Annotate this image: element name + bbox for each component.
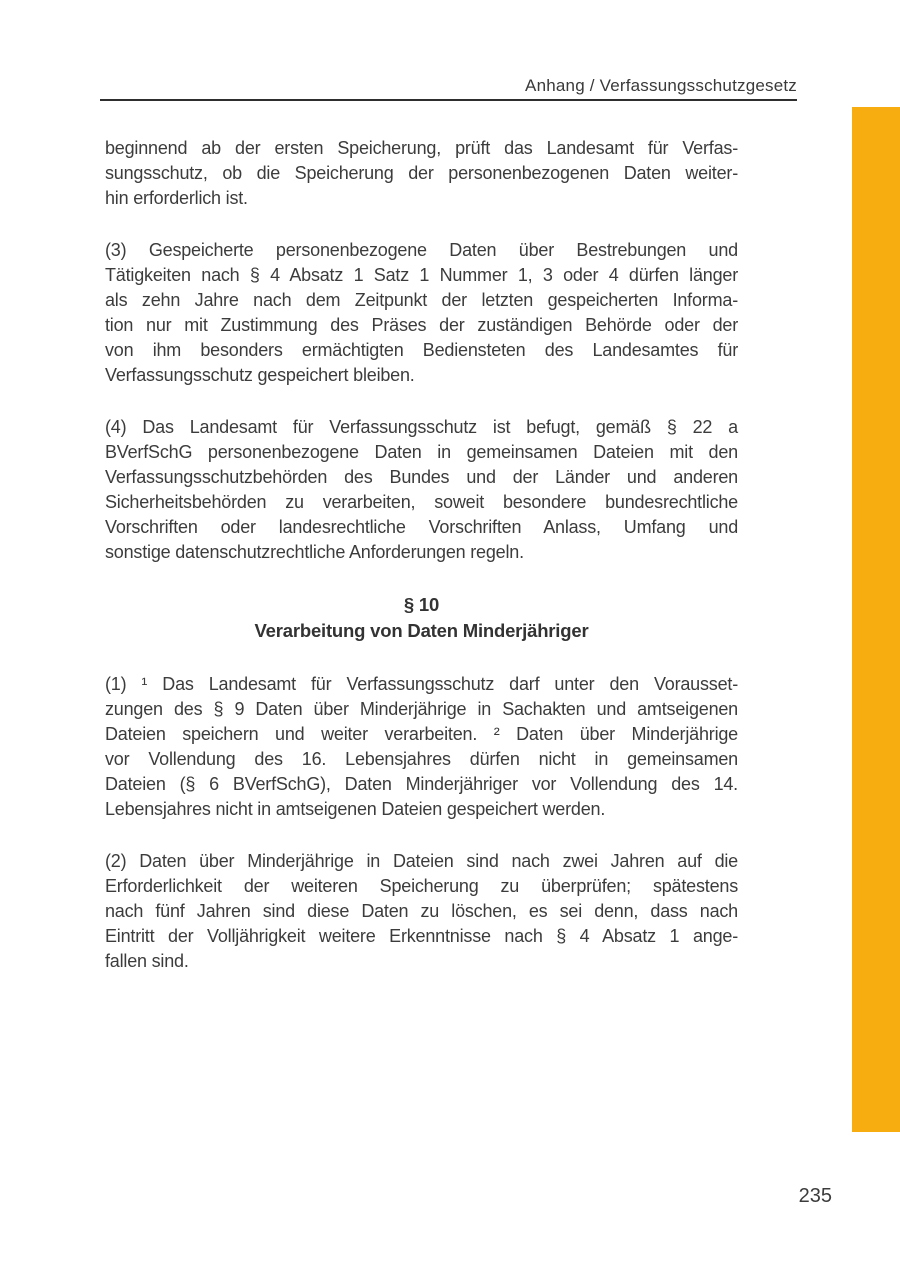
- running-header-title: Anhang / Verfassungsschutzgesetz: [525, 76, 797, 95]
- section-title: Verarbeitung von Daten Minderjähriger: [254, 620, 589, 641]
- text-line: von ihm besonders ermächtigten Bediensteten des Landesamtes für: [105, 340, 738, 360]
- text-line: als zehn Jahre nach dem Zeitpunkt der letzten gespeicherten Informa-: [105, 290, 738, 310]
- text-line: Verfassungsschutzbehörden des Bundes und der Länder und anderen: [105, 467, 738, 487]
- text-line: beginnend ab der ersten Speicherung, prüft das Landesamt für Verfas-: [105, 138, 738, 158]
- text-line: Dateien (§ 6 BVerfSchG), Daten Minderjähriger vor Vollendung des 14.: [105, 774, 738, 794]
- text-line: sonstige datenschutzrechtliche Anforderungen regeln.: [105, 542, 524, 562]
- text-line: nach fünf Jahren sind diese Daten zu löschen, es sei denn, dass nach: [105, 901, 738, 921]
- text-line: Dateien speichern und weiter verarbeiten. ² Daten über Minderjährige: [105, 724, 738, 744]
- text-line: (2) Daten über Minderjährige in Dateien sind nach zwei Jahren auf die: [105, 851, 738, 871]
- paragraph: [105, 136, 738, 211]
- text-line: BVerfSchG personenbezogene Daten in gemeinsamen Dateien mit den: [105, 442, 738, 462]
- text-line: sungsschutz, ob die Speicherung der personenbezogenen Daten weiter-: [105, 163, 738, 183]
- text-line: zungen des § 9 Daten über Minderjährige in Sachakten und amtseigenen: [105, 699, 738, 719]
- paragraph: [105, 849, 738, 974]
- paragraph-group-bottom: [105, 672, 738, 974]
- text-line: Tätigkeiten nach § 4 Absatz 1 Satz 1 Nummer 1, 3 oder 4 dürfen länger: [105, 265, 738, 285]
- section-number: § 10: [403, 594, 440, 615]
- text-line: Vorschriften oder landesrechtliche Vorschriften Anlass, Umfang und: [105, 517, 738, 537]
- text-line: (4) Das Landesamt für Verfassungsschutz ist befugt, gemäß § 22 a: [105, 417, 738, 437]
- paragraph: [105, 415, 738, 565]
- paragraph: [105, 238, 738, 388]
- paragraph: [105, 672, 738, 822]
- text-line: Lebensjahres nicht in amtseigenen Dateien gespeichert werden.: [105, 799, 606, 819]
- accent-bar: [852, 107, 900, 1132]
- text-line: fallen sind.: [105, 951, 189, 971]
- text-line: hin erforderlich ist.: [105, 188, 248, 208]
- header-divider: [100, 99, 797, 101]
- text-line: vor Vollendung des 16. Lebensjahres dürfen nicht in gemeinsamen: [105, 749, 738, 769]
- page-number: 235: [798, 1185, 832, 1207]
- text-line: (1) ¹ Das Landesamt für Verfassungsschutz darf unter den Vorausset-: [105, 674, 738, 694]
- text-line: (3) Gespeicherte personenbezogene Daten über Bestrebungen und: [105, 240, 738, 260]
- text-line: Eintritt der Volljährigkeit weitere Erkenntnisse nach § 4 Absatz 1 ange-: [105, 926, 738, 946]
- text-line: Sicherheitsbehörden zu verarbeiten, soweit besondere bundesrechtliche: [105, 492, 738, 512]
- text-line: Erforderlichkeit der weiteren Speicherung zu überprüfen; spätestens: [105, 876, 738, 896]
- paragraph-group-top: [105, 136, 738, 565]
- text-line: tion nur mit Zustimmung des Präses der zuständigen Behörde oder der: [105, 315, 738, 335]
- section-heading: [105, 592, 738, 644]
- text-line: Verfassungsschutz gespeichert bleiben.: [105, 365, 415, 385]
- page-content: [105, 136, 738, 1001]
